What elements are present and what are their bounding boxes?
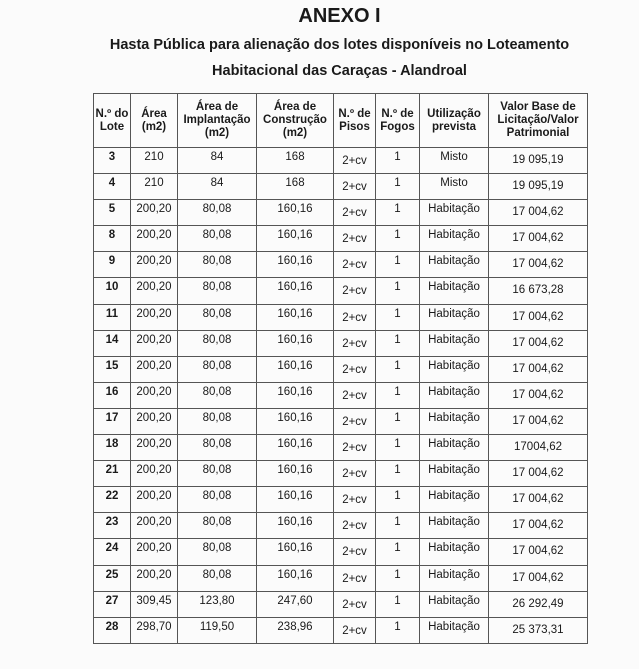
- cell-pisos: 2+cv: [334, 148, 376, 174]
- cell-valor: 19 095,19: [489, 148, 588, 174]
- header-fogos: N.º de Fogos: [376, 94, 420, 148]
- cell-lote: 21: [94, 461, 131, 487]
- cell-fogos: 1: [376, 382, 420, 408]
- cell-implantacao: 123,80: [178, 591, 257, 617]
- cell-utilizacao: Habitação: [420, 382, 489, 408]
- cell-valor: 17 004,62: [489, 565, 588, 591]
- cell-construcao: 160,16: [257, 356, 334, 382]
- table-row: [94, 461, 588, 487]
- cell-pisos: 2+cv: [334, 382, 376, 408]
- cell-lote: 17: [94, 408, 131, 434]
- cell-lote: 24: [94, 539, 131, 565]
- cell-valor: 17 004,62: [489, 487, 588, 513]
- table-row: [94, 565, 588, 591]
- cell-construcao: 160,16: [257, 408, 334, 434]
- cell-area: 200,20: [131, 304, 178, 330]
- cell-implantacao: 80,08: [178, 539, 257, 565]
- cell-lote: 15: [94, 356, 131, 382]
- cell-pisos: 2+cv: [334, 252, 376, 278]
- cell-pisos: 2+cv: [334, 513, 376, 539]
- cell-lote: 9: [94, 252, 131, 278]
- cell-fogos: 1: [376, 330, 420, 356]
- cell-construcao: 160,16: [257, 461, 334, 487]
- cell-lote: 11: [94, 304, 131, 330]
- cell-utilizacao: Habitação: [420, 591, 489, 617]
- table-row: [94, 408, 588, 434]
- header-area: Área (m2): [131, 94, 178, 148]
- table-row: [94, 278, 588, 304]
- cell-valor: 25 373,31: [489, 617, 588, 643]
- cell-lote: 22: [94, 487, 131, 513]
- cell-area: 200,20: [131, 278, 178, 304]
- cell-valor: 17 004,62: [489, 200, 588, 226]
- cell-pisos: 2+cv: [334, 617, 376, 643]
- cell-utilizacao: Misto: [420, 148, 489, 174]
- cell-implantacao: 119,50: [178, 617, 257, 643]
- cell-utilizacao: Habitação: [420, 304, 489, 330]
- cell-lote: 3: [94, 148, 131, 174]
- cell-implantacao: 80,08: [178, 382, 257, 408]
- table-row: [94, 513, 588, 539]
- cell-area: 200,20: [131, 200, 178, 226]
- cell-utilizacao: Habitação: [420, 330, 489, 356]
- cell-implantacao: 84: [178, 148, 257, 174]
- cell-lote: 28: [94, 617, 131, 643]
- cell-implantacao: 80,08: [178, 565, 257, 591]
- cell-pisos: 2+cv: [334, 435, 376, 461]
- cell-utilizacao: Habitação: [420, 226, 489, 252]
- cell-implantacao: 80,08: [178, 252, 257, 278]
- cell-pisos: 2+cv: [334, 591, 376, 617]
- cell-pisos: 2+cv: [334, 278, 376, 304]
- cell-utilizacao: Habitação: [420, 356, 489, 382]
- cell-implantacao: 84: [178, 174, 257, 200]
- cell-area: 309,45: [131, 591, 178, 617]
- cell-area: 210: [131, 148, 178, 174]
- table-row: [94, 356, 588, 382]
- cell-construcao: 238,96: [257, 617, 334, 643]
- cell-lote: 4: [94, 174, 131, 200]
- cell-construcao: 160,16: [257, 278, 334, 304]
- cell-utilizacao: Habitação: [420, 408, 489, 434]
- cell-construcao: 160,16: [257, 226, 334, 252]
- table-row: [94, 148, 588, 174]
- cell-valor: 17 004,62: [489, 356, 588, 382]
- cell-construcao: 247,60: [257, 591, 334, 617]
- header-pisos: N.º de Pisos: [334, 94, 376, 148]
- cell-pisos: 2+cv: [334, 226, 376, 252]
- cell-area: 200,20: [131, 226, 178, 252]
- cell-implantacao: 80,08: [178, 435, 257, 461]
- table-row: [94, 617, 588, 643]
- table-row: [94, 252, 588, 278]
- cell-lote: 27: [94, 591, 131, 617]
- cell-valor: 17 004,62: [489, 226, 588, 252]
- cell-lote: 10: [94, 278, 131, 304]
- cell-implantacao: 80,08: [178, 356, 257, 382]
- header-utilizacao: Utilização prevista: [420, 94, 489, 148]
- header-lote: N.º do Lote: [94, 94, 131, 148]
- cell-construcao: 160,16: [257, 252, 334, 278]
- cell-construcao: 160,16: [257, 513, 334, 539]
- cell-utilizacao: Habitação: [420, 278, 489, 304]
- cell-fogos: 1: [376, 539, 420, 565]
- cell-fogos: 1: [376, 461, 420, 487]
- cell-lote: 5: [94, 200, 131, 226]
- cell-pisos: 2+cv: [334, 200, 376, 226]
- cell-pisos: 2+cv: [334, 487, 376, 513]
- cell-construcao: 160,16: [257, 304, 334, 330]
- table-row: [94, 539, 588, 565]
- cell-pisos: 2+cv: [334, 304, 376, 330]
- cell-valor: 17 004,62: [489, 408, 588, 434]
- cell-fogos: 1: [376, 487, 420, 513]
- cell-area: 200,20: [131, 382, 178, 408]
- cell-utilizacao: Habitação: [420, 513, 489, 539]
- cell-fogos: 1: [376, 356, 420, 382]
- cell-utilizacao: Habitação: [420, 617, 489, 643]
- cell-area: 200,20: [131, 539, 178, 565]
- header-construcao: Área de Construção (m2): [257, 94, 334, 148]
- cell-pisos: 2+cv: [334, 408, 376, 434]
- cell-implantacao: 80,08: [178, 278, 257, 304]
- table-row: [94, 174, 588, 200]
- cell-valor: 16 673,28: [489, 278, 588, 304]
- cell-pisos: 2+cv: [334, 330, 376, 356]
- cell-implantacao: 80,08: [178, 200, 257, 226]
- cell-construcao: 160,16: [257, 382, 334, 408]
- table-row: [94, 487, 588, 513]
- document-subtitle-line2: Habitacional das Caraças - Alandroal: [212, 63, 467, 79]
- cell-construcao: 168: [257, 174, 334, 200]
- table-row: [94, 304, 588, 330]
- cell-utilizacao: Habitação: [420, 539, 489, 565]
- table-row: [94, 200, 588, 226]
- cell-utilizacao: Habitação: [420, 461, 489, 487]
- cell-area: 200,20: [131, 330, 178, 356]
- cell-area: 200,20: [131, 565, 178, 591]
- cell-area: 200,20: [131, 435, 178, 461]
- cell-pisos: 2+cv: [334, 461, 376, 487]
- cell-fogos: 1: [376, 200, 420, 226]
- cell-pisos: 2+cv: [334, 174, 376, 200]
- cell-fogos: 1: [376, 513, 420, 539]
- cell-construcao: 160,16: [257, 435, 334, 461]
- cell-implantacao: 80,08: [178, 513, 257, 539]
- cell-utilizacao: Habitação: [420, 200, 489, 226]
- cell-construcao: 168: [257, 148, 334, 174]
- cell-fogos: 1: [376, 591, 420, 617]
- cell-construcao: 160,16: [257, 200, 334, 226]
- cell-implantacao: 80,08: [178, 304, 257, 330]
- cell-implantacao: 80,08: [178, 487, 257, 513]
- cell-lote: 8: [94, 226, 131, 252]
- cell-fogos: 1: [376, 435, 420, 461]
- table-row: [94, 435, 588, 461]
- table-row: [94, 591, 588, 617]
- document-subtitle-line1: Hasta Pública para alienação dos lotes disponíveis no Loteamento: [109, 37, 570, 53]
- cell-fogos: 1: [376, 148, 420, 174]
- cell-construcao: 160,16: [257, 487, 334, 513]
- cell-valor: 17004,62: [489, 435, 588, 461]
- cell-implantacao: 80,08: [178, 226, 257, 252]
- cell-valor: 17 004,62: [489, 461, 588, 487]
- cell-lote: 16: [94, 382, 131, 408]
- cell-construcao: 160,16: [257, 330, 334, 356]
- cell-valor: 26 292,49: [489, 591, 588, 617]
- cell-utilizacao: Misto: [420, 174, 489, 200]
- document-title: ANEXO I: [298, 5, 381, 27]
- cell-implantacao: 80,08: [178, 461, 257, 487]
- cell-lote: 14: [94, 330, 131, 356]
- cell-fogos: 1: [376, 408, 420, 434]
- table-row: [94, 226, 588, 252]
- cell-construcao: 160,16: [257, 539, 334, 565]
- cell-fogos: 1: [376, 278, 420, 304]
- table-body: [94, 148, 588, 644]
- cell-area: 298,70: [131, 617, 178, 643]
- table-row: [94, 330, 588, 356]
- lots-table: [93, 93, 588, 644]
- cell-area: 200,20: [131, 487, 178, 513]
- cell-pisos: 2+cv: [334, 565, 376, 591]
- cell-fogos: 1: [376, 252, 420, 278]
- cell-implantacao: 80,08: [178, 330, 257, 356]
- cell-pisos: 2+cv: [334, 356, 376, 382]
- cell-utilizacao: Habitação: [420, 487, 489, 513]
- cell-area: 200,20: [131, 461, 178, 487]
- cell-valor: 19 095,19: [489, 174, 588, 200]
- cell-area: 200,20: [131, 252, 178, 278]
- table-header-row: [94, 94, 588, 148]
- cell-area: 200,20: [131, 356, 178, 382]
- cell-utilizacao: Habitação: [420, 565, 489, 591]
- cell-utilizacao: Habitação: [420, 435, 489, 461]
- cell-construcao: 160,16: [257, 565, 334, 591]
- cell-valor: 17 004,62: [489, 513, 588, 539]
- header-implantacao: Área de Implantação (m2): [178, 94, 257, 148]
- cell-lote: 18: [94, 435, 131, 461]
- cell-lote: 23: [94, 513, 131, 539]
- cell-valor: 17 004,62: [489, 252, 588, 278]
- cell-fogos: 1: [376, 617, 420, 643]
- cell-valor: 17 004,62: [489, 304, 588, 330]
- cell-area: 200,20: [131, 513, 178, 539]
- cell-utilizacao: Habitação: [420, 252, 489, 278]
- header-valor: Valor Base de Licitação/Valor Patrimonial: [489, 94, 588, 148]
- cell-fogos: 1: [376, 304, 420, 330]
- cell-valor: 17 004,62: [489, 330, 588, 356]
- cell-valor: 17 004,62: [489, 539, 588, 565]
- cell-area: 200,20: [131, 408, 178, 434]
- cell-fogos: 1: [376, 174, 420, 200]
- table-row: [94, 382, 588, 408]
- cell-lote: 25: [94, 565, 131, 591]
- cell-valor: 17 004,62: [489, 382, 588, 408]
- cell-fogos: 1: [376, 226, 420, 252]
- cell-pisos: 2+cv: [334, 539, 376, 565]
- cell-area: 210: [131, 174, 178, 200]
- cell-implantacao: 80,08: [178, 408, 257, 434]
- cell-fogos: 1: [376, 565, 420, 591]
